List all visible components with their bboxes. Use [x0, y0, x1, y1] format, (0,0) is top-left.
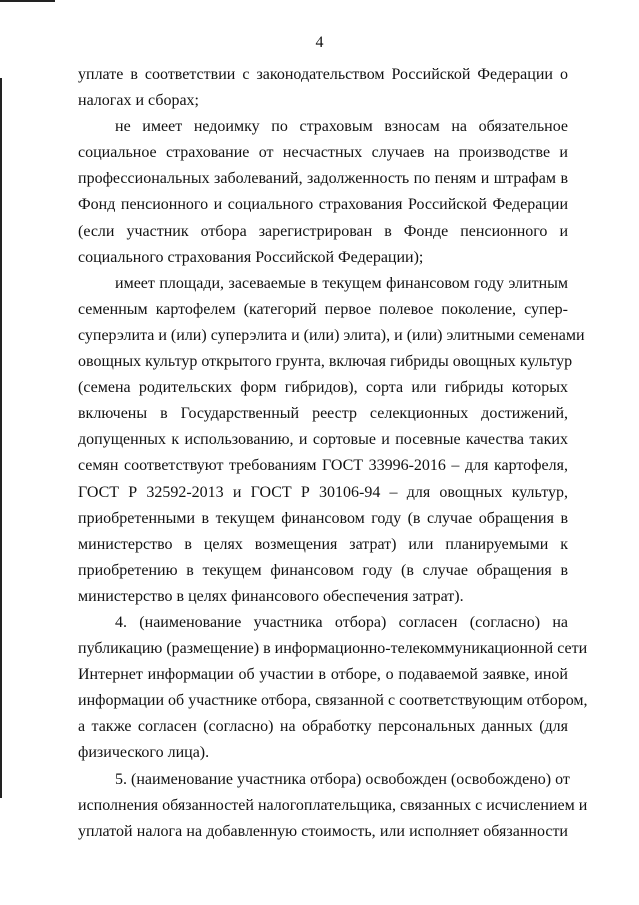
text-line: профессиональных заболеваний, задолженность по пеням и штрафам в [78, 170, 568, 188]
text-line: 5. (наименование участника отбора) освобожден (освобождено) от [115, 770, 570, 788]
text-line: Интернет информации об участии в отборе, о подаваемой заявке, иной [78, 666, 568, 684]
text-line: овощных культур открытого грунта, включая гибриды овощных культур [78, 353, 573, 371]
text-line: семенным картофелем (категорий первое полевое поколение, супер- [78, 300, 568, 318]
text-line: (если участник отбора зарегистрирован в Фонде пенсионного и [78, 222, 568, 240]
text-line: уплате в соответствии с законодательством Российской Федерации о [78, 66, 568, 83]
paragraph-seed-areas [78, 271, 585, 610]
paragraph-5-vat-exemption [78, 767, 588, 845]
text-line: публикацию (размещение) в информационно-телекоммуникационной сети [78, 640, 588, 658]
text-line: включены в Государственный реестр селекционных достижений, [78, 405, 568, 423]
text-line: Фонд пенсионного и социального страхования Российской Федерации [78, 196, 568, 214]
document-body [78, 62, 588, 845]
text-line: не имеет недоимку по страховым взносам на обязательное [115, 118, 568, 136]
page-number: 4 [315, 34, 324, 51]
text-line: уплатой налога на добавленную стоимость, или исполняет обязанности [78, 822, 568, 840]
text-line: физического лица). [78, 744, 210, 762]
scan-edge-mark [0, 0, 55, 2]
text-line: семян соответствуют требованиям ГОСТ 33996-2016 – для картофеля, [78, 457, 568, 475]
scan-edge-line [0, 78, 2, 798]
text-line: приобретенными в текущем финансовом году (в случае обращения в [78, 509, 568, 527]
text-line: налогах и сборах; [78, 92, 199, 110]
text-line: министерство в целях финансового обеспечения затрат). [78, 587, 464, 605]
paragraph-4-publication-consent [78, 610, 588, 767]
text-line: исполнения обязанностей налогоплательщика, связанных с исчислением и [78, 796, 588, 814]
paragraph-tax-continuation [78, 62, 568, 114]
text-line: а также согласен (согласно) на обработку персональных данных (для [78, 718, 568, 736]
text-line: имеет площади, засеваемые в текущем финансовом году элитным [115, 274, 568, 292]
text-line: 4. (наименование участника отбора) согласен (согласно) на [115, 613, 568, 631]
text-line: приобретению в текущем финансовом году (в случае обращения в [78, 561, 568, 579]
paragraph-insurance-debt [78, 114, 568, 271]
text-line: информации об участнике отбора, связанной с соответствующим отбором, [78, 692, 588, 710]
text-line: социального страхования Российской Федерации); [78, 248, 424, 266]
text-line: допущенных к использованию, и сортовые и посевные качества таких [78, 431, 568, 449]
text-line: суперэлита и (или) суперэлита и (или) элита), и (или) элитными семенами [78, 326, 585, 344]
text-line: ГОСТ Р 32592-2013 и ГОСТ Р 30106-94 – для овощных культур, [78, 483, 568, 501]
text-line: социальное страхование от несчастных случаев на производстве и [78, 144, 568, 162]
text-line: министерство в целях возмещения затрат) или планируемыми к [78, 535, 568, 553]
text-line: (семена родительских форм гибридов), сорта или гибриды которых [78, 379, 568, 397]
